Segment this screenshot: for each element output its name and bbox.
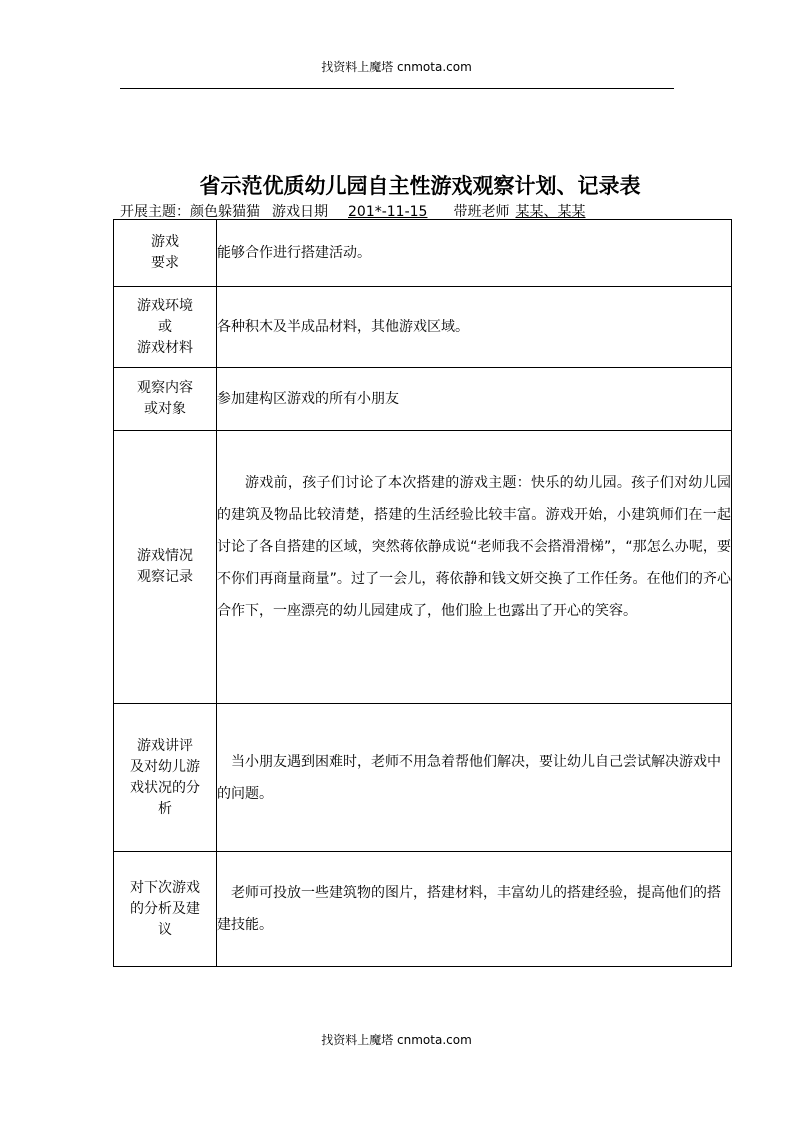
page-footer: 找资料上魔塔 cnmota.com — [321, 1033, 472, 1047]
teacher-value: 某某、某某 — [515, 204, 586, 220]
table-row — [114, 287, 732, 368]
row-label-next-suggestion: 对下次游戏 的分析及建 议 — [114, 852, 217, 967]
theme-value: 颜色躲猫猫 — [190, 204, 260, 220]
row-content-next-suggestion — [217, 852, 732, 967]
header-rule — [120, 88, 674, 89]
row-content-evaluation — [217, 704, 732, 852]
row-label-environment: 游戏环境 或 游戏材料 — [114, 287, 217, 368]
row-content-observation-target: 参加建构区游戏的所有小朋友 — [217, 368, 732, 431]
document-title: 省示范优质幼儿园自主性游戏观察计划、记录表 — [199, 173, 641, 198]
row-label-evaluation: 游戏讲评 及对幼儿游 戏状况的分 析 — [114, 704, 217, 852]
page-header: 找资料上魔塔 cnmota.com — [321, 60, 472, 74]
record-table — [113, 219, 732, 967]
table-row — [114, 220, 732, 287]
evaluation-paragraph: 当小朋友遇到困难时，老师不用急着帮他们解决，要让幼儿自己尝试解决游戏中的问题。 — [217, 753, 721, 802]
meta-line — [120, 201, 585, 221]
table-row — [114, 852, 732, 967]
table-row — [114, 431, 732, 704]
table-row — [114, 704, 732, 852]
observation-paragraph: 游戏前，孩子们讨论了本次搭建的游戏主题：快乐的幼儿园。孩子们对幼儿园的建筑及物品比较清楚，搭建的生活经验比较丰富。游戏开始，小建筑师们在一起讨论了各自搭建的区域，突然蒋依静成说“老师我不会搭滑滑梯”，“那怎么办呢，要不你们再商量商量”。过了一会儿，蒋依静和钱文妍交换了工作任务。在他们的齐心合作下，一座漂亮的幼儿园建成了，他们脸上也露出了开心的笑容。 — [217, 475, 731, 619]
teacher-label: 带班老师 — [453, 204, 510, 220]
theme-label: 开展主题： — [120, 204, 190, 220]
suggestion-paragraph: 老师可投放一些建筑物的图片，搭建材料，丰富幼儿的搭建经验，提高他们的搭建技能。 — [217, 885, 721, 933]
row-content-requirement: 能够合作进行搭建活动。 — [217, 220, 732, 287]
row-label-observation-target: 观察内容 或对象 — [114, 368, 217, 431]
row-label-observation-record: 游戏情况 观察记录 — [114, 431, 217, 704]
date-label: 游戏日期 — [272, 204, 328, 220]
row-label-requirement: 游戏 要求 — [114, 220, 217, 287]
date-value: 201*-11-15 — [348, 204, 428, 220]
row-content-environment: 各种积木及半成品材料，其他游戏区域。 — [217, 287, 732, 368]
row-content-observation-record — [217, 431, 732, 704]
table-row — [114, 368, 732, 431]
